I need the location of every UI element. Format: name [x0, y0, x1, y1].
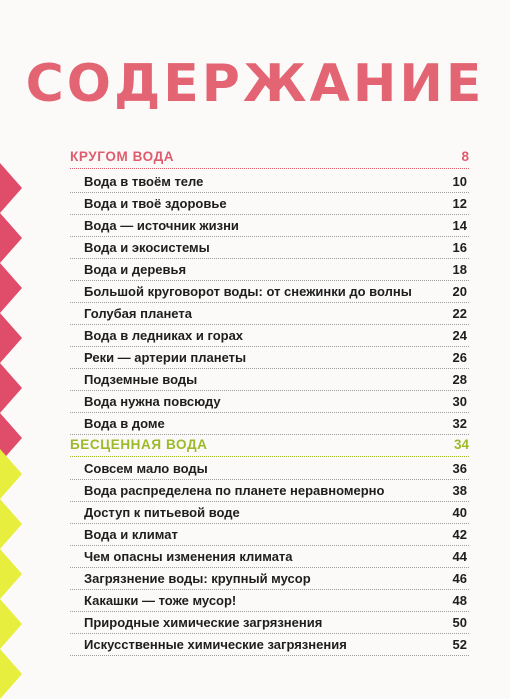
toc-entry[interactable] — [84, 261, 467, 279]
entry-page: 28 — [452, 372, 467, 387]
toc-entry[interactable] — [84, 636, 467, 654]
entry-title: Вода и твоё здоровье — [84, 196, 227, 211]
entry-divider — [70, 214, 469, 215]
toc-entry[interactable] — [84, 283, 467, 301]
entry-title: Вода и климат — [84, 527, 178, 542]
entry-page: 16 — [452, 240, 467, 255]
pink-zigzag-tabs — [0, 163, 22, 463]
entry-divider — [70, 501, 469, 502]
toc-entry[interactable] — [84, 482, 467, 500]
entry-title: Голубая планета — [84, 306, 192, 321]
entry-divider — [70, 523, 469, 524]
section-heading[interactable] — [70, 436, 469, 454]
entry-title: Реки — артерии планеты — [84, 350, 247, 365]
entry-title: Вода в доме — [84, 416, 165, 431]
entry-page: 22 — [452, 306, 467, 321]
entry-divider — [70, 633, 469, 634]
entry-page: 48 — [452, 593, 467, 608]
section-page: 8 — [461, 149, 469, 164]
toc-entry[interactable] — [84, 327, 467, 345]
toc-entry[interactable] — [84, 526, 467, 544]
section-heading[interactable] — [70, 148, 469, 166]
entry-page: 40 — [452, 505, 467, 520]
toc-entry[interactable] — [84, 305, 467, 323]
toc-entry[interactable] — [84, 195, 467, 213]
toc-entry[interactable] — [84, 548, 467, 566]
entry-divider — [70, 589, 469, 590]
entry-page: 24 — [452, 328, 467, 343]
entry-divider — [70, 346, 469, 347]
section-divider — [70, 456, 469, 457]
toc-entry[interactable] — [84, 217, 467, 235]
entry-title: Совсем мало воды — [84, 461, 208, 476]
entry-page: 44 — [452, 549, 467, 564]
entry-divider — [70, 479, 469, 480]
page-title: СОДЕРЖАНИЕ — [25, 54, 485, 114]
entry-page: 20 — [452, 284, 467, 299]
entry-title: Вода нужна повсюду — [84, 394, 221, 409]
entry-page: 42 — [452, 527, 467, 542]
toc-entry[interactable] — [84, 614, 467, 632]
entry-divider — [70, 655, 469, 656]
entry-title: Какашки — тоже мусор! — [84, 593, 237, 608]
entry-title: Вода распределена по планете неравномерно — [84, 483, 385, 498]
toc-entry[interactable] — [84, 592, 467, 610]
entry-title: Вода в ледниках и горах — [84, 328, 244, 343]
toc-entry[interactable] — [84, 349, 467, 367]
entry-title: Вода и деревья — [84, 262, 187, 277]
entry-page: 12 — [452, 196, 467, 211]
entry-divider — [70, 368, 469, 369]
entry-divider — [70, 412, 469, 413]
entry-divider — [70, 280, 469, 281]
entry-page: 46 — [452, 571, 467, 586]
entry-page: 14 — [452, 218, 467, 233]
entry-page: 30 — [452, 394, 467, 409]
entry-page: 36 — [452, 461, 467, 476]
entry-title: Загрязнение воды: крупный мусор — [84, 571, 311, 586]
entry-title: Природные химические загрязнения — [84, 615, 323, 630]
entry-title: Вода в твоём теле — [84, 174, 204, 189]
section-divider — [70, 168, 469, 169]
entry-page: 10 — [452, 174, 467, 189]
entry-divider — [70, 236, 469, 237]
toc-entry[interactable] — [84, 173, 467, 191]
entry-divider — [70, 545, 469, 546]
entry-title: Подземные воды — [84, 372, 198, 387]
entry-title: Вода и экосистемы — [84, 240, 210, 255]
toc-entry[interactable] — [84, 393, 467, 411]
toc-entry[interactable] — [84, 415, 467, 433]
section-page: 34 — [453, 437, 469, 452]
section-title: БЕСЦЕННАЯ ВОДА — [70, 437, 208, 452]
entry-title: Доступ к питьевой воде — [84, 505, 240, 520]
entry-divider — [70, 192, 469, 193]
entry-divider — [70, 302, 469, 303]
entry-page: 26 — [452, 350, 467, 365]
entry-divider — [70, 390, 469, 391]
entry-page: 52 — [452, 637, 467, 652]
entry-divider — [70, 567, 469, 568]
entry-title: Чем опасны изменения климата — [84, 549, 293, 564]
entry-title: Вода — источник жизни — [84, 218, 239, 233]
entry-page: 32 — [452, 416, 467, 431]
entry-divider — [70, 258, 469, 259]
entry-title: Большой круговорот воды: от снежинки до волны — [84, 284, 412, 299]
entry-page: 38 — [452, 483, 467, 498]
toc-entry[interactable] — [84, 371, 467, 389]
toc-entry[interactable] — [84, 570, 467, 588]
toc-entry[interactable] — [84, 460, 467, 478]
entry-page: 18 — [452, 262, 467, 277]
entry-title: Искусственные химические загрязнения — [84, 637, 347, 652]
yellow-zigzag-tabs — [0, 449, 22, 699]
toc-entry[interactable] — [84, 504, 467, 522]
entry-divider — [70, 324, 469, 325]
entry-divider — [70, 611, 469, 612]
entry-divider — [70, 434, 469, 435]
toc-entry[interactable] — [84, 239, 467, 257]
entry-page: 50 — [452, 615, 467, 630]
section-title: КРУГОМ ВОДА — [70, 149, 175, 164]
